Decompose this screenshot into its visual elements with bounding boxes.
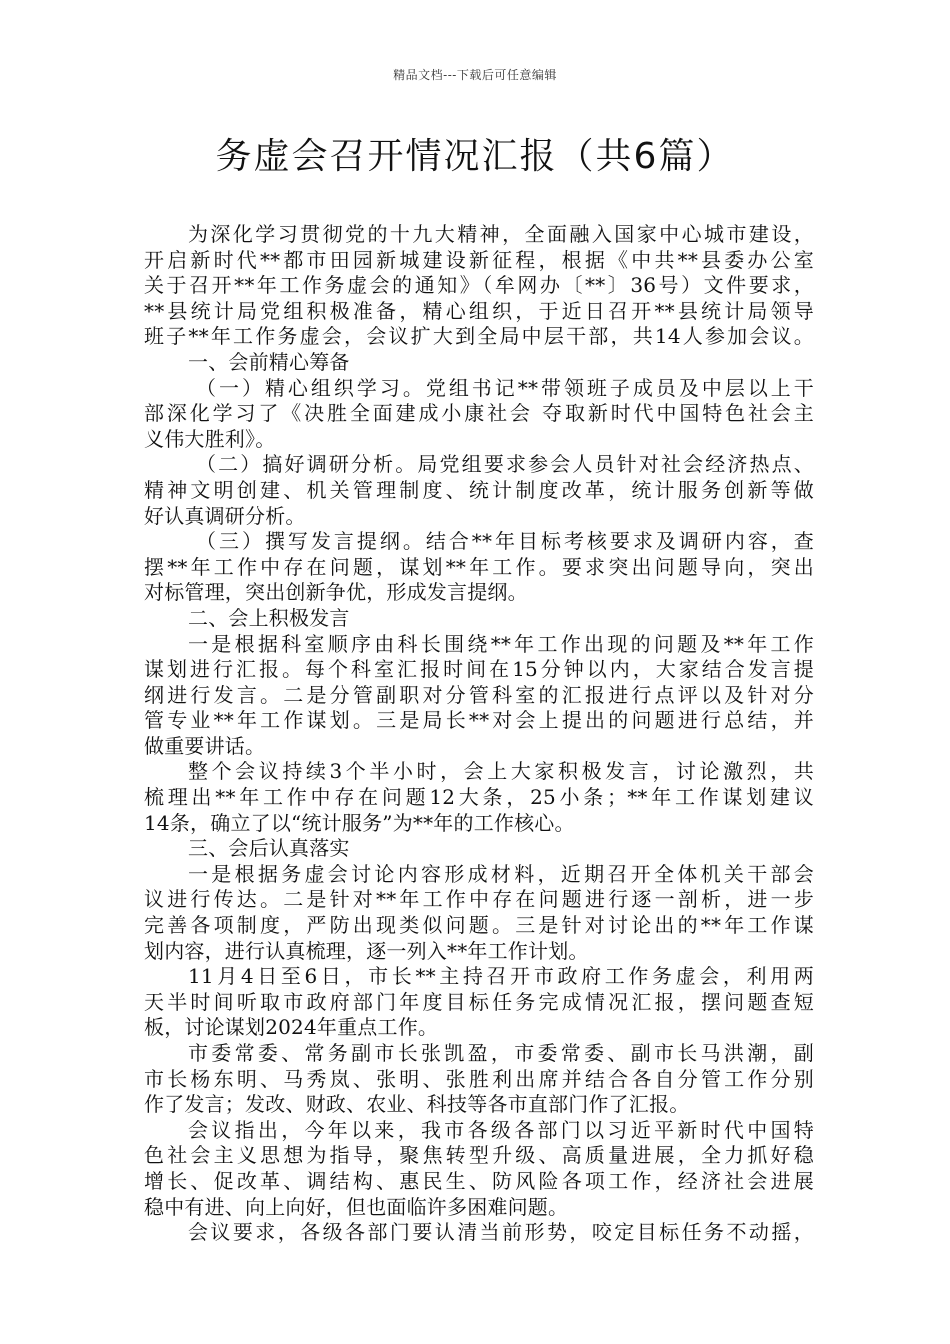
document-title: 务虚会召开情况汇报（共6篇） (215, 136, 735, 177)
body-line: 增长、促改革、调结构、惠民生、防风险各项工作，经济社会进展 (144, 1168, 814, 1193)
body-line: 谋划进行汇报。每个科室汇报时间在15分钟以内，大家结合发言提 (144, 657, 814, 682)
body-line: **县统计局党组积极准备，精心组织，于近日召开**县统计局领导 (144, 298, 814, 323)
body-line: 色社会主义思想为指导，聚焦转型升级、高质量进展，全力抓好稳 (144, 1143, 814, 1168)
body-line: 会议要求，各级各部门要认清当前形势，咬定目标任务不动摇， (188, 1220, 814, 1245)
page-header-note: 精品文档---下载后可任意编辑 (393, 68, 557, 82)
body-line: 划内容，进行认真梳理，逐一列入**年工作计划。 (144, 938, 589, 963)
body-line: 做重要讲话。 (144, 733, 266, 758)
body-line: 板，讨论谋划2024年重点工作。 (144, 1015, 439, 1040)
body-line: 好认真调研分析。 (144, 503, 306, 528)
body-line: 完善各项制度，严防出现类似问题。三是针对讨论出的**年工作谋 (144, 913, 814, 938)
body-line: 开启新时代**都市田园新城建设新征程，根据《中共**县委办公室 (144, 247, 814, 272)
body-line: 稳中有进、向上向好，但也面临许多困难问题。 (144, 1194, 569, 1219)
body-line: 纲进行发言。二是分管副职对分管科室的汇报进行点评以及针对分 (144, 682, 814, 707)
document-body (144, 222, 814, 1246)
body-line: 整个会议持续3个半小时，会上大家积极发言，讨论激烈，共 (188, 759, 814, 784)
body-line: （一）精心组织学习。党组书记**带领班子成员及中层以上干 (196, 375, 814, 400)
body-line: 梳理出**年工作中存在问题12大条，25小条；**年工作谋划建议 (144, 785, 814, 810)
body-line: （三）撰写发言提纲。结合**年目标考核要求及调研内容，查 (196, 529, 814, 554)
body-line: 作了发言；发改、财政、农业、科技等各市直部门作了汇报。 (144, 1092, 690, 1117)
body-line: 一、会前精心筹备 (188, 349, 350, 374)
body-line: 一是根据科室顺序由科长围绕**年工作出现的问题及**年工作 (188, 631, 814, 656)
body-line: 关于召开**年工作务虚会的通知》（牟网办〔**〕36号）文件要求， (144, 273, 814, 298)
body-line: 市委常委、常务副市长张凯盈，市委常委、副市长马洪潮，副 (188, 1041, 814, 1065)
body-line: 管专业**年工作谋划。三是局长**对会上提出的问题进行总结，并 (144, 708, 814, 733)
body-line: 市长杨东明、马秀岚、张明、张胜利出席并结合各自分管工作分别 (144, 1066, 814, 1091)
body-line: 会议指出，今年以来，我市各级各部门以习近平新时代中国特 (188, 1117, 814, 1142)
body-line: 为深化学习贯彻党的十九大精神，全面融入国家中心城市建设， (188, 222, 814, 246)
body-line: 义伟大胜利》。 (144, 426, 276, 451)
body-line: 部深化学习了《决胜全面建成小康社会 夺取新时代中国特色社会主 (144, 401, 814, 426)
body-line: 对标管理，突出创新争优，形成发言提纲。 (144, 580, 528, 605)
body-line: 班子**年工作务虚会，会议扩大到全局中层干部，共14人参加会议。 (144, 324, 814, 349)
body-line: 一是根据务虚会讨论内容形成材料，近期召开全体机关干部会 (188, 861, 814, 886)
body-line: 二、会上积极发言 (188, 605, 350, 630)
body-line: 天半时间听取市政府部门年度目标任务完成情况汇报，摆问题查短 (144, 989, 814, 1014)
body-line: 三、会后认真落实 (188, 836, 350, 861)
body-line: 议进行传达。二是针对**年工作中存在问题进行逐一剖析，进一步 (144, 887, 814, 912)
body-line: 摆**年工作中存在问题，谋划**年工作。要求突出问题导向，突出 (144, 554, 814, 579)
body-line: 11月4日至6日，市长**主持召开市政府工作务虚会，利用两 (188, 964, 814, 989)
body-line: 精神文明创建、机关管理制度、统计制度改革，统计服务创新等做 (144, 477, 814, 502)
body-line: （二）搞好调研分析。局党组要求参会人员针对社会经济热点、 (196, 452, 814, 477)
body-line: 14条，确立了以“统计服务”为**年的工作核心。 (144, 810, 575, 835)
